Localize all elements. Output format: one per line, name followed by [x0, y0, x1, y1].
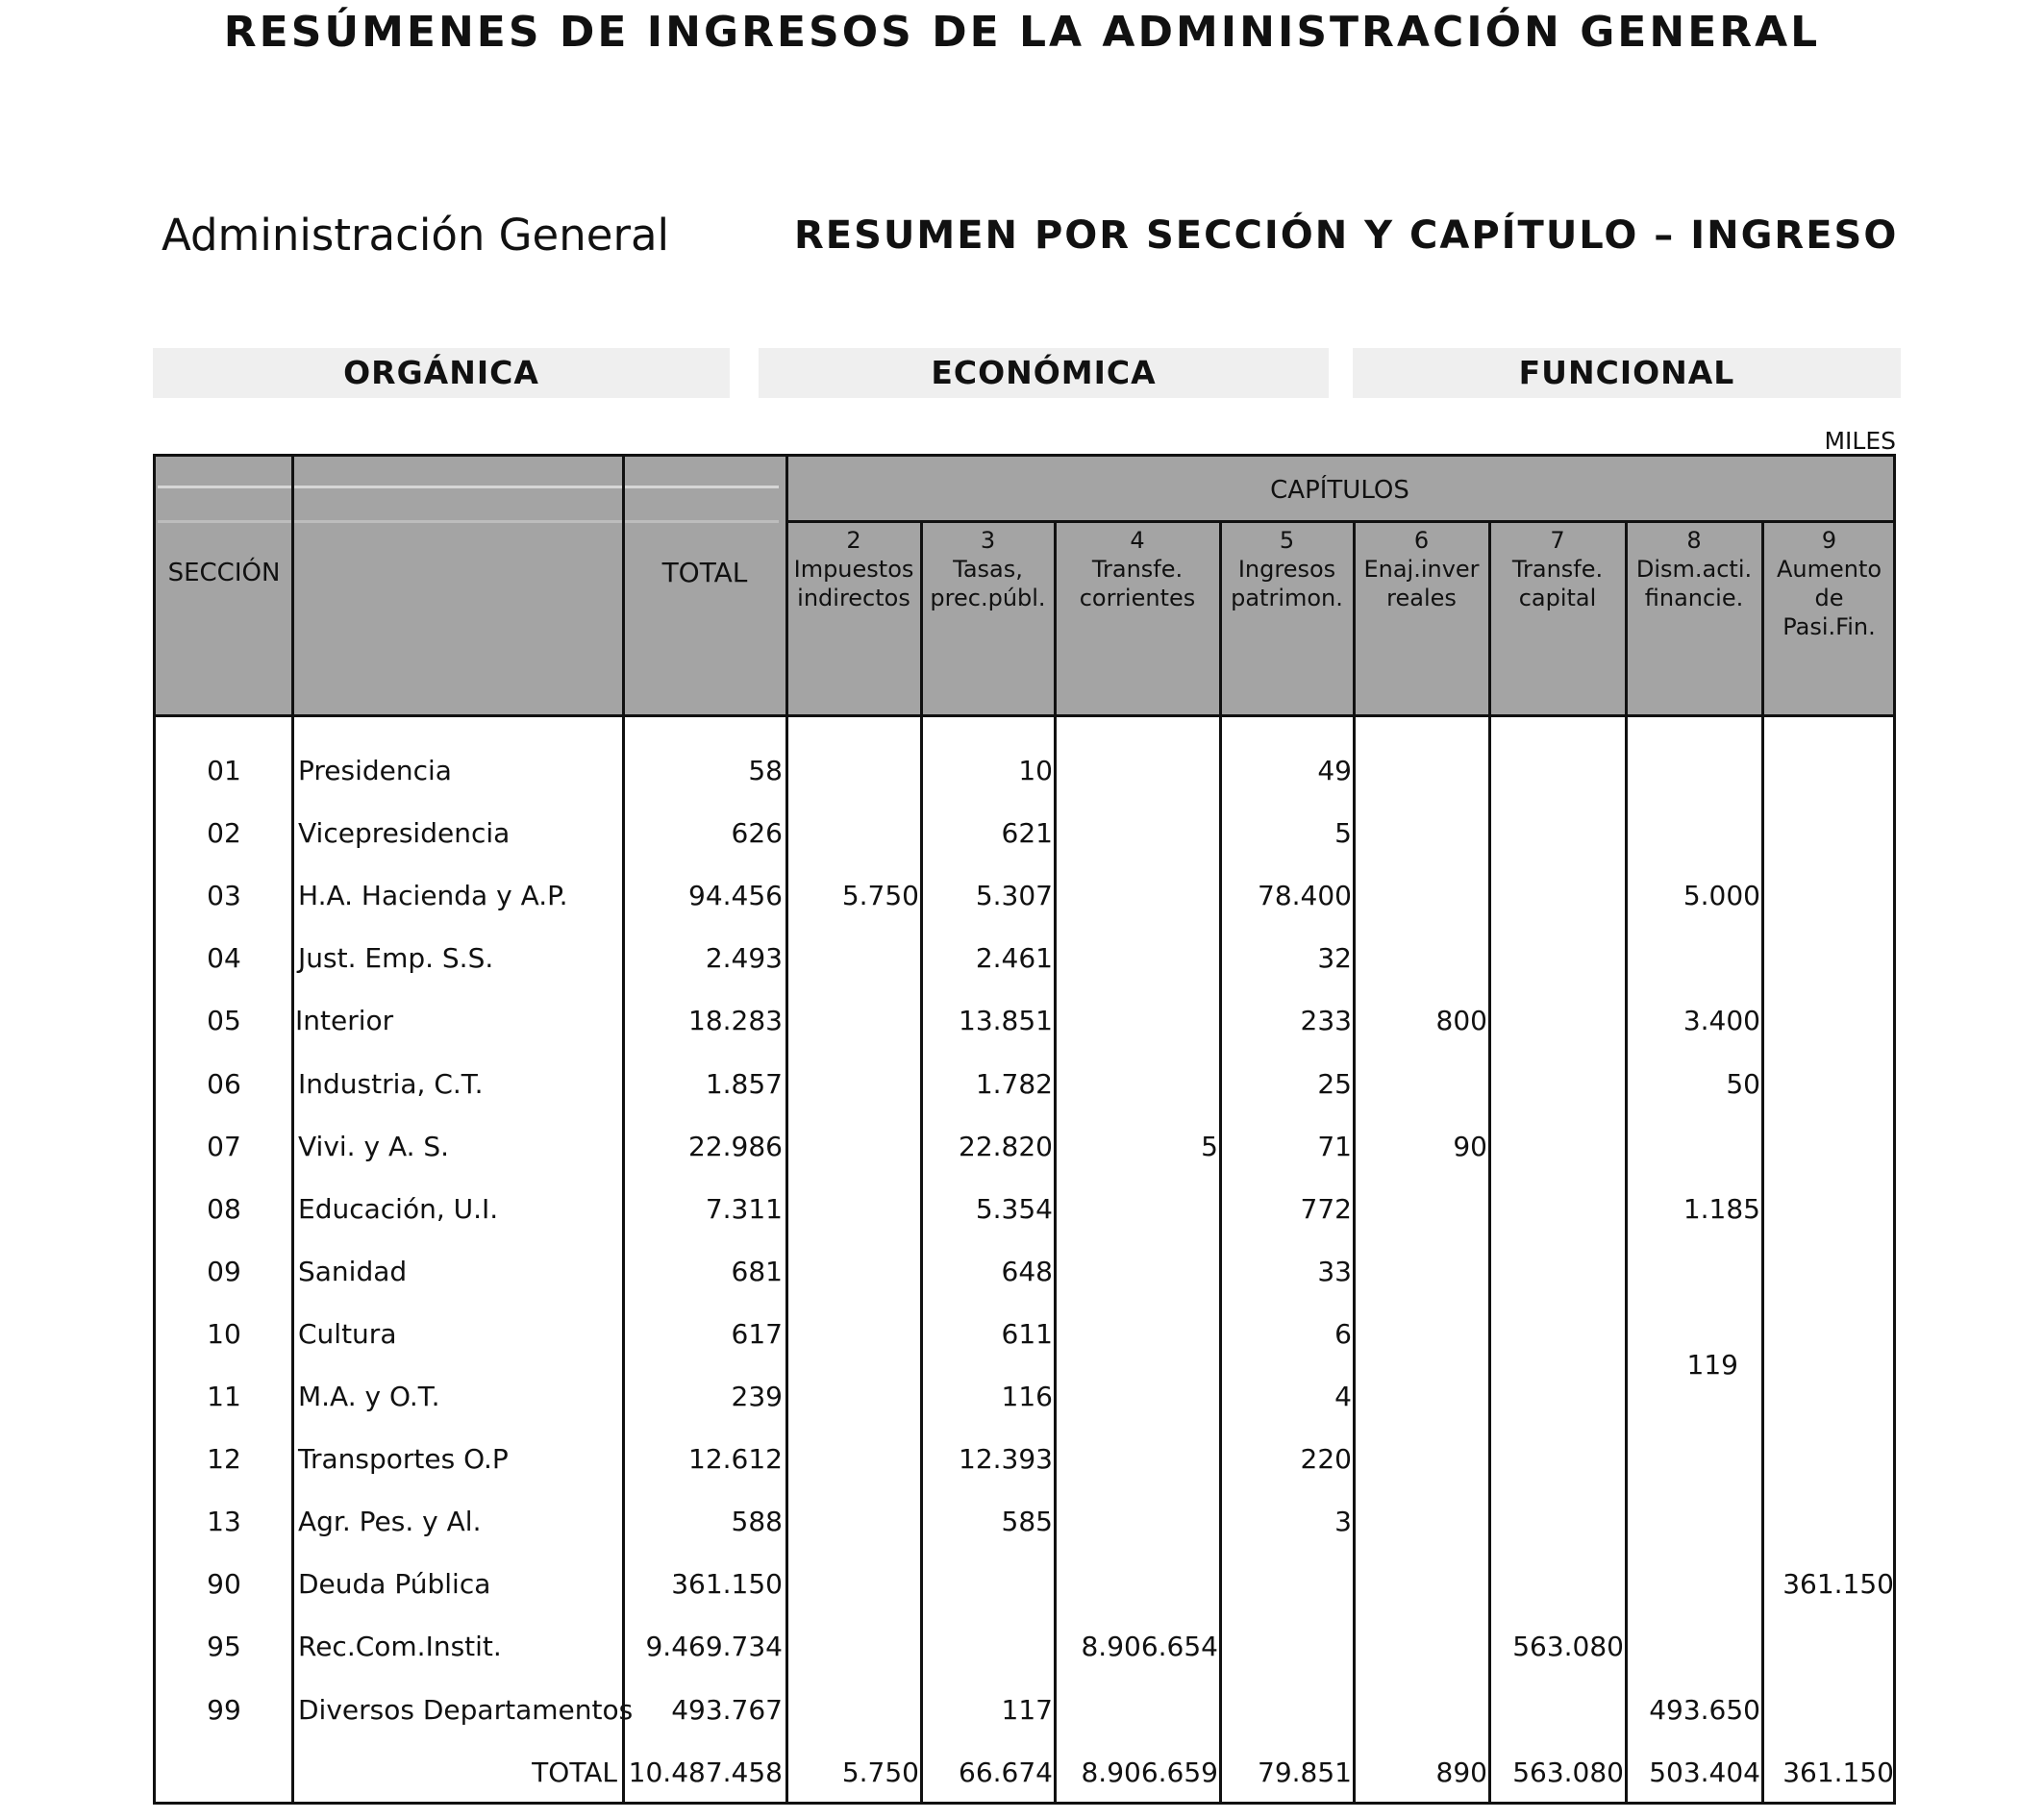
table-row [156, 817, 1893, 880]
header-capitulos: CAPÍTULOS [1270, 476, 1409, 505]
row-total: 9.469.734 [645, 1631, 783, 1663]
row-total: 12.612 [688, 1443, 783, 1476]
chapter-header-9-l3: Pasi.Fin. [1782, 613, 1876, 640]
chapter-4-value: 8.906.654 [1081, 1631, 1218, 1663]
row-section-name: Interior [295, 1005, 394, 1037]
row-total: 493.767 [671, 1693, 783, 1726]
row-section-code: 01 [207, 755, 241, 786]
row-total: 239 [731, 1381, 783, 1412]
chapter-8-value: 3.400 [1683, 1005, 1760, 1037]
chapter-5-value: 3 [1334, 1506, 1352, 1538]
table-row [156, 942, 1893, 1005]
chapter-8-value: 50 [1726, 1067, 1760, 1100]
header-seccion: SECCIÓN [167, 559, 281, 587]
row-section-code: 05 [207, 1005, 241, 1037]
header-rule [158, 486, 779, 488]
chapter-header-6-num: 6 [1413, 527, 1430, 554]
row-section-code: 03 [207, 880, 241, 912]
chapter-header-8-num: 8 [1686, 527, 1702, 554]
row-total: 681 [731, 1255, 783, 1287]
grand-total-value: 10.487.458 [628, 1756, 783, 1788]
chapter-header-4-l2: corrientes [1079, 585, 1196, 611]
row-section-name: Rec.Com.Instit. [298, 1631, 502, 1663]
row-section-name: Cultura [298, 1317, 397, 1350]
tab-funcional[interactable]: FUNCIONAL [1353, 348, 1901, 398]
chapter-header-9-num: 9 [1821, 527, 1837, 554]
chapter-5-value: 5 [1334, 817, 1352, 850]
table-row [156, 1381, 1893, 1443]
report-title: RESUMEN POR SECCIÓN Y CAPÍTULO – INGRESO [794, 213, 1899, 258]
table-row [156, 1694, 1893, 1757]
chapter-header-2-l1: Impuestos [793, 556, 914, 583]
chapter-6-value: 90 [1453, 1130, 1487, 1162]
chapter-header-2-num: 2 [846, 527, 861, 554]
chapter-3-value: 5.307 [975, 880, 1053, 912]
chapter-4-value: 8.906.659 [1081, 1756, 1218, 1788]
chapter-8-value: 1.185 [1683, 1192, 1760, 1225]
chapter-header-6-l1: Enaj.inver [1363, 556, 1480, 583]
row-total: 94.456 [688, 880, 783, 912]
chapter-header-7-l2: capital [1518, 585, 1597, 611]
table-row [156, 1193, 1893, 1256]
chapter-header-3-l2: prec.públ. [930, 585, 1046, 611]
row-section-name: Vivi. y A. S. [298, 1130, 450, 1162]
row-section-name: Transportes O.P [298, 1443, 509, 1476]
chapter-header-5-num: 5 [1279, 527, 1295, 554]
chapter-9-value: 361.150 [1782, 1756, 1894, 1788]
chapter-7-value: 563.080 [1512, 1756, 1624, 1788]
chapter-header-5-l1: Ingresos [1237, 556, 1336, 583]
chapter-8-value: 5.000 [1683, 880, 1760, 912]
chapter-header-6-l2: reales [1386, 585, 1457, 611]
chapter-5-value: 71 [1317, 1130, 1352, 1162]
chapter-header-3-num: 3 [980, 527, 996, 554]
row-total: 7.311 [705, 1192, 783, 1225]
capitulos-rule [786, 520, 1893, 523]
chapter-2-value: 5.750 [841, 1756, 919, 1788]
row-total: 58 [748, 755, 783, 786]
row-section-name: Industria, C.T. [298, 1067, 484, 1100]
row-section-name: Deuda Pública [298, 1568, 491, 1601]
chapter-3-value: 117 [1001, 1693, 1053, 1726]
chapter-3-value: 648 [1001, 1255, 1053, 1287]
chapter-2-value: 5.750 [841, 880, 919, 912]
chapter-5-value: 33 [1317, 1255, 1352, 1287]
table-row [156, 880, 1893, 942]
row-section-code: 06 [207, 1067, 241, 1100]
chapter-3-value: 13.851 [959, 1005, 1053, 1037]
chapter-5-value: 4 [1334, 1381, 1352, 1412]
units-label: MILES [1824, 427, 1896, 455]
row-section-name: Diversos Departamentos [298, 1693, 634, 1726]
chapter-header-4-num: 4 [1130, 527, 1145, 554]
chapter-7-value: 563.080 [1512, 1631, 1624, 1663]
chapter-8-value: 119 [1686, 1349, 1738, 1382]
row-section-name: Agr. Pes. y Al. [298, 1506, 482, 1538]
row-total: 361.150 [671, 1568, 783, 1601]
chapter-4-value: 5 [1201, 1130, 1218, 1162]
summary-table [153, 454, 1896, 1805]
row-section-name: H.A. Hacienda y A.P. [298, 880, 568, 912]
chapter-5-value: 78.400 [1258, 880, 1352, 912]
chapter-header-8-l2: financie. [1644, 585, 1744, 611]
chapter-header-2-l2: indirectos [797, 585, 910, 611]
table-row [156, 1005, 1893, 1067]
row-section-code: 02 [207, 817, 241, 850]
chapter-5-value: 6 [1334, 1317, 1352, 1350]
chapter-3-value: 5.354 [975, 1192, 1053, 1225]
chapter-3-value: 12.393 [959, 1443, 1053, 1476]
row-total: 588 [731, 1506, 783, 1538]
chapter-header-5-l2: patrimon. [1231, 585, 1343, 611]
row-section-name: Sanidad [298, 1255, 408, 1287]
tab-economica[interactable]: ECONÓMICA [759, 348, 1329, 398]
row-total: 2.493 [705, 942, 783, 975]
row-total: 626 [731, 817, 783, 850]
chapter-8-value: 493.650 [1649, 1693, 1760, 1726]
row-section-name: Educación, U.I. [298, 1192, 499, 1225]
chapter-5-value: 772 [1300, 1192, 1352, 1225]
chapter-5-value: 220 [1300, 1443, 1352, 1476]
chapter-5-value: 49 [1317, 755, 1352, 786]
row-section-code: 11 [207, 1381, 241, 1412]
chapter-header-9-l2: de [1814, 585, 1844, 611]
row-section-code: 08 [207, 1192, 241, 1225]
table-row [156, 1568, 1893, 1631]
chapter-3-value: 2.461 [975, 942, 1053, 975]
table-row [156, 1631, 1893, 1693]
chapter-header-4-l1: Transfe. [1091, 556, 1184, 583]
table-row [156, 1443, 1893, 1506]
chapter-header-9-l1: Aumento [1776, 556, 1882, 583]
row-section-name: Just. Emp. S.S. [298, 942, 494, 975]
chapter-3-value: 66.674 [959, 1756, 1053, 1788]
chapter-5-value: 32 [1317, 942, 1352, 975]
row-section-code: 12 [207, 1443, 241, 1476]
chapter-3-value: 621 [1001, 817, 1053, 850]
tab-organica[interactable]: ORGÁNICA [153, 348, 730, 398]
row-section-name: Presidencia [298, 755, 452, 786]
table-row [156, 1068, 1893, 1131]
table-row [156, 755, 1893, 817]
chapter-9-value: 361.150 [1782, 1568, 1894, 1601]
header-total: TOTAL [661, 557, 748, 588]
chapter-header-7-num: 7 [1550, 527, 1565, 554]
chapter-8-value: 503.404 [1649, 1756, 1760, 1788]
row-section-code: 07 [207, 1130, 241, 1162]
main-title: RESÚMENES DE INGRESOS DE LA ADMINISTRACIÓN GENERAL [223, 8, 1821, 57]
row-section-name: Vicepresidencia [298, 817, 511, 850]
chapter-3-value: 10 [1018, 755, 1053, 786]
chapter-6-value: 890 [1435, 1756, 1487, 1788]
chapter-3-value: 611 [1001, 1317, 1053, 1350]
chapter-header-8-l1: Dism.acti. [1635, 556, 1753, 583]
header-rule [158, 520, 779, 523]
row-section-code: 99 [207, 1693, 241, 1726]
row-section-code: 10 [207, 1317, 241, 1350]
chapter-3-value: 1.782 [975, 1067, 1053, 1100]
totals-label: TOTAL [532, 1756, 617, 1788]
table-row [156, 1131, 1893, 1193]
chapter-3-value: 116 [1001, 1381, 1053, 1412]
admin-label: Administración General [162, 210, 670, 261]
row-total: 617 [731, 1317, 783, 1350]
row-section-code: 09 [207, 1255, 241, 1287]
row-total: 1.857 [705, 1067, 783, 1100]
totals-row [156, 1757, 1893, 1819]
row-section-code: 13 [207, 1506, 241, 1538]
chapter-5-value: 79.851 [1258, 1756, 1352, 1788]
chapter-6-value: 800 [1435, 1005, 1487, 1037]
row-section-code: 95 [207, 1631, 241, 1663]
row-total: 22.986 [688, 1130, 783, 1162]
row-section-code: 90 [207, 1568, 241, 1601]
chapter-3-value: 22.820 [959, 1130, 1053, 1162]
row-section-code: 04 [207, 942, 241, 975]
chapter-5-value: 25 [1317, 1067, 1352, 1100]
chapter-5-value: 233 [1300, 1005, 1352, 1037]
chapter-header-7-l1: Transfe. [1511, 556, 1604, 583]
table-row [156, 1506, 1893, 1568]
row-total: 18.283 [688, 1005, 783, 1037]
table-row [156, 1256, 1893, 1318]
chapter-header-3-l1: Tasas, [953, 556, 1023, 583]
row-section-name: M.A. y O.T. [298, 1381, 440, 1412]
chapter-3-value: 585 [1001, 1506, 1053, 1538]
